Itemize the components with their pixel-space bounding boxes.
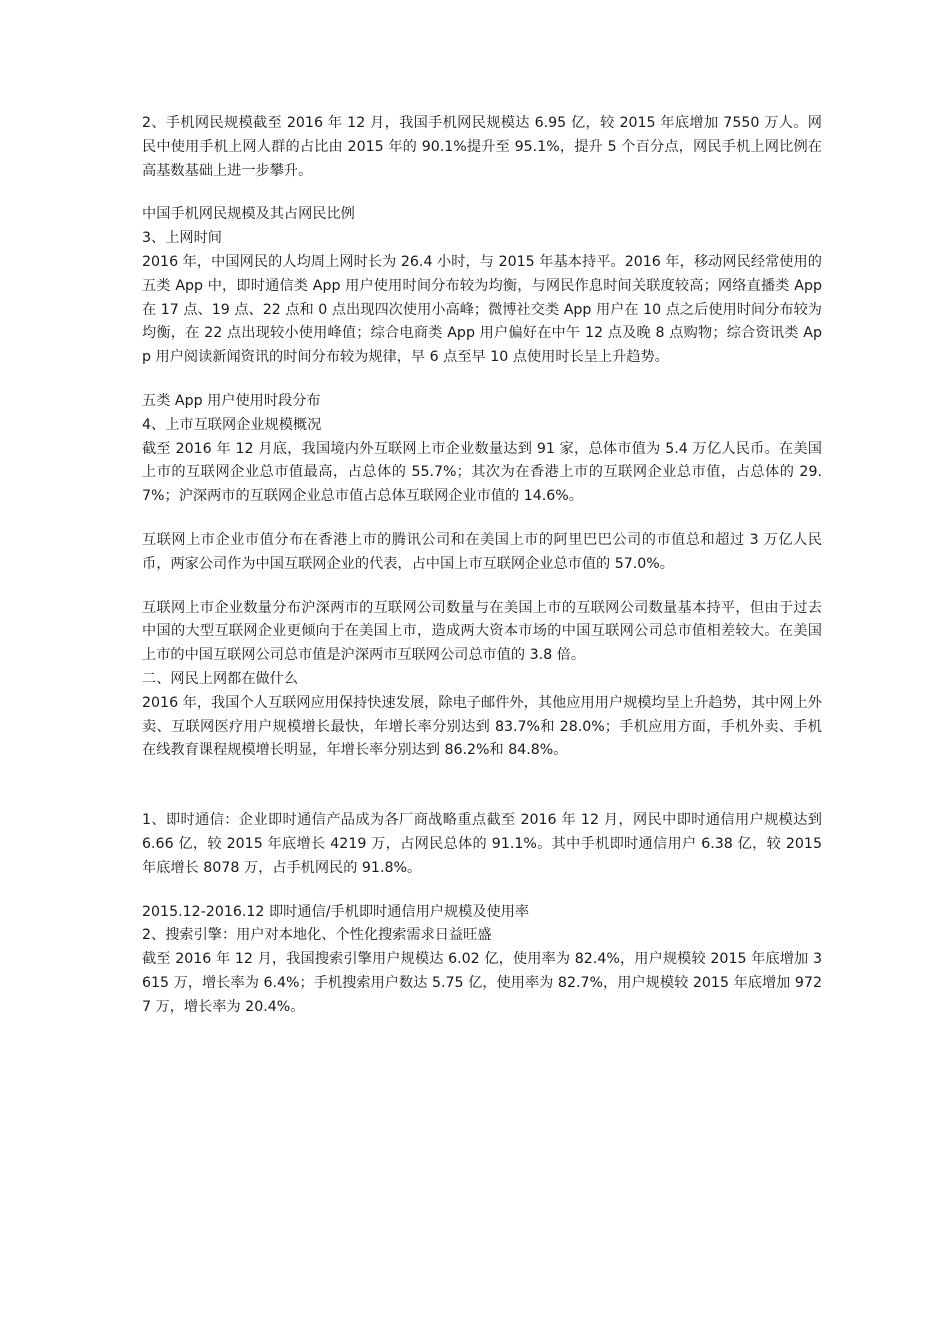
caption-mobile-netizen-scale: 中国手机网民规模及其占网民比例: [142, 206, 355, 223]
spacer: [142, 509, 822, 529]
paragraph-search-engine: 截至 2016 年 12 月，我国搜索引擎用户规模达 6.02 亿，使用率为 82.4%，用户规模较 2015 年底增加 3615 万，增长率为 6.4%；手机搜索用户数达 5.75 亿，使用率为 82.7%，用户规模较 2015 年底增加 9727 万，增长率为 20.4%。: [142, 951, 822, 1015]
paragraph-online-time: 2016 年，中国网民的人均周上网时长为 26.4 小时，与 2015 年基本持平。2016 年，移动网民经常使用的五类 App 中，即时通信类 App 用户使用时间分布较为均衡，与网民作息时间关联度较高；网络直播类 App 在 17 点、19 点、22 点和 0 点出现四次使用小高峰；微博社交类 App 用户在 10 点之后使用时间分布较为均衡，在 22 点出现较小使用峰值；综合电商类 App 用户偏好在中午 12 点及晚 8 点购物；综合资讯类 App 用户阅读新闻资讯的时间分布较为规律，早 6 点至早 10 点使用时长呈上升趋势。: [142, 253, 822, 366]
caption-app-usage-periods: 五类 App 用户使用时段分布: [142, 392, 321, 409]
document-page: [142, 112, 822, 1020]
paragraph-internet-applications: 2016 年，我国个人互联网应用保持快速发展，除电子邮件外，其他应用用户规模均呈上升趋势，其中网上外卖、互联网医疗用户规模增长最快，年增长率分别达到 83.7%和 28.0%；手机应用方面，手机外卖、手机在线教育课程规模增长明显，年增长率分别达到 86.2%和 84.8%。: [142, 694, 822, 759]
spacer: [142, 881, 822, 901]
spacer: [142, 183, 822, 203]
spacer: [142, 577, 822, 597]
paragraph-listed-companies: 截至 2016 年 12 月底，我国境内外互联网上市企业数量达到 91 家，总体市值为 5.4 万亿人民币。在美国上市的互联网企业总市值最高，占总体的 55.7%；其次为在香港上市的互联网企业总市值，占总体的 29.7%；沪深两市的互联网企业总市值占总体互联网企业市值的 14.6%。: [142, 440, 822, 505]
paragraph-instant-messaging: 1、即时通信：企业即时通信产品成为各厂商战略重点截至 2016 年 12 月，网民中即时通信用户规模达到 6.66 亿，较 2015 年底增长 4219 万，占网民总体的 91.1%。其中手机即时通信用户 6.38 亿，较 2015 年底增长 8078 万，占手机网民的 91.8%。: [142, 812, 822, 876]
paragraph-company-count-distribution: 互联网上市企业数量分布沪深两市的互联网公司数量与在美国上市的互联网公司数量基本持平，但由于过去中国的大型互联网企业更倾向于在美国上市，造成两大资本市场的中国互联网公司总市值相差较大。在美国上市的中国互联网公司总市值是沪深两市互联网公司总市值的 3.8 倍。: [142, 599, 822, 664]
heading-search-engine: 2、搜索引擎：用户对本地化、个性化搜索需求日益旺盛: [142, 927, 492, 944]
heading-listed-companies: 4、上市互联网企业规模概况: [142, 416, 322, 433]
spacer: [142, 763, 822, 809]
paragraph-market-value-distribution: 互联网上市企业市值分布在香港上市的腾讯公司和在美国上市的阿里巴巴公司的市值总和超过 3 万亿人民币，两家公司作为中国互联网企业的代表，占中国上市互联网企业总市值的 57.0%。: [142, 531, 822, 572]
heading-what-netizens-do: 二、网民上网都在做什么: [142, 670, 299, 687]
paragraph-mobile-netizens: 2、手机网民规模截至 2016 年 12 月，我国手机网民规模达 6.95 亿，较 2015 年底增加 7550 万人。网民中使用手机上网人群的占比由 2015 年的 90.1%提升至 95.1%，提升 5 个百分点，网民手机上网比例在高基数基础上进一步攀升。: [142, 115, 822, 179]
spacer: [142, 370, 822, 390]
heading-online-time: 3、上网时间: [142, 230, 222, 247]
caption-im-user-scale: 2015.12-2016.12 即时通信/手机即时通信用户规模及使用率: [142, 903, 530, 920]
